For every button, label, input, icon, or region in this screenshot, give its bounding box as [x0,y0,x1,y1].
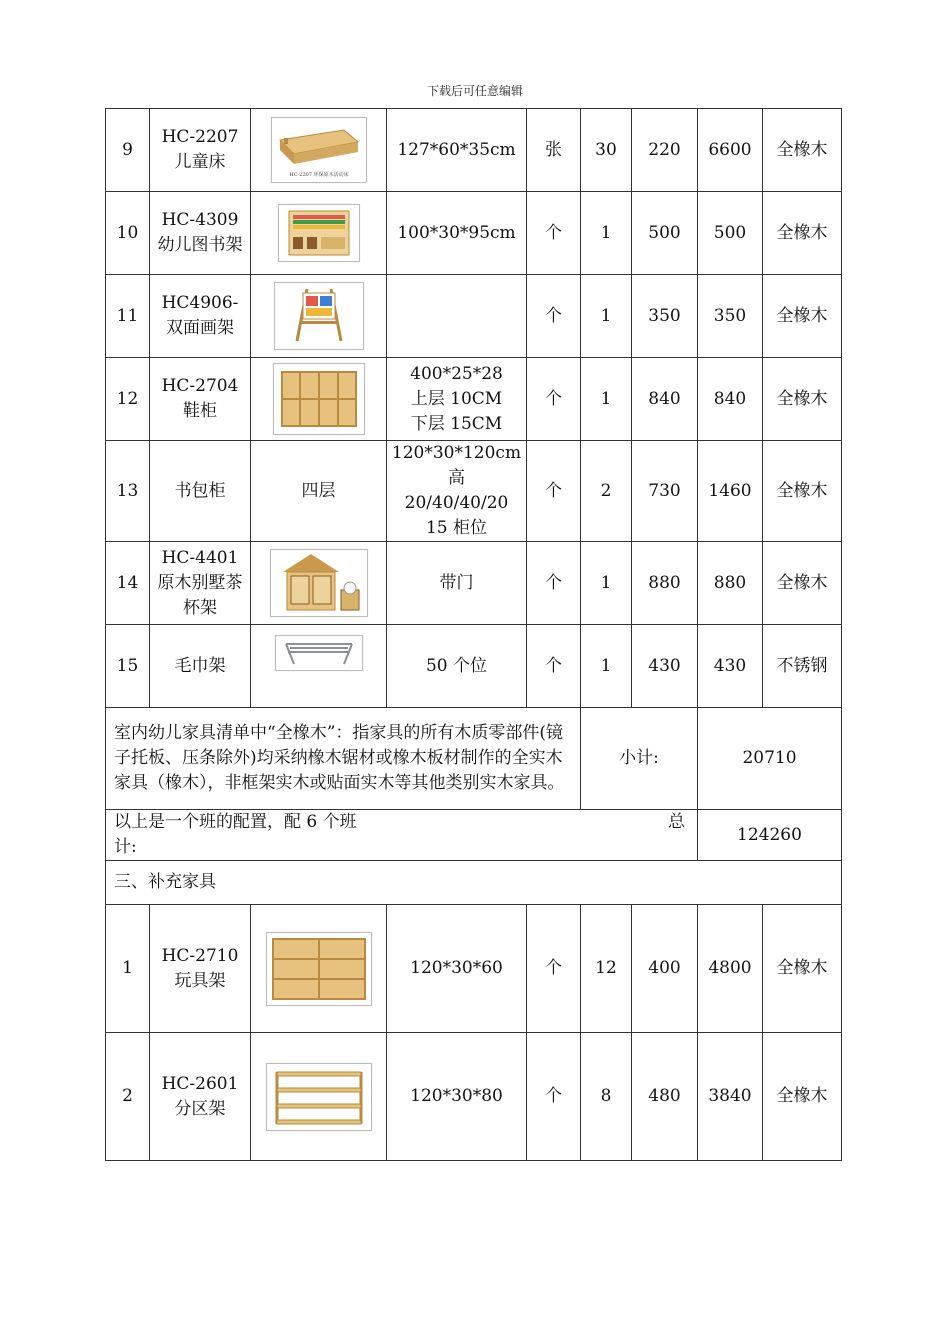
item-unit: 个 [527,441,581,542]
item-total: 840 [698,358,763,441]
toy-shelf-icon [266,932,372,1006]
image-caption: HC-2207 环保原木活动床 [288,172,349,178]
item-spec: 带门 [387,542,527,625]
item-number: 13 [106,441,150,542]
grand-total-text: 以上是一个班的配置，配 6 个班 总 计: [106,810,698,861]
item-total: 4800 [698,905,763,1033]
table-row [106,625,842,708]
item-total: 500 [698,192,763,275]
cup-rack-house-icon [270,549,368,617]
material-note: 室内幼儿家具清单中“全橡木”：指家具的所有木质零部件(镜子托板、压条除外)均采纳橡木锯材或橡木板材制作的全实木家具（橡木），非框架实木或贴面实木等其他类别实木家具。 [106,708,581,810]
item-spec: 120*30*80 [387,1033,527,1161]
item-spec: 120*30*120cm 高 20/40/40/20 15 柜位 [387,441,527,542]
item-quantity: 1 [581,625,632,708]
item-quantity: 8 [581,1033,632,1161]
item-quantity: 30 [581,109,632,192]
table-row [106,275,842,358]
item-image-text: 四层 [251,441,387,542]
item-image-cell [251,109,387,192]
easel-icon [274,282,364,350]
item-total: 1460 [698,441,763,542]
item-unit: 个 [527,192,581,275]
item-unit-price: 220 [632,109,698,192]
item-number: 12 [106,358,150,441]
item-number: 1 [106,905,150,1033]
item-image-cell [251,542,387,625]
item-spec [387,275,527,358]
item-model-name: HC-4309 幼儿图书架 [150,192,251,275]
table-row [106,905,842,1033]
item-name: 书包柜 [150,441,251,542]
grand-total-row [106,810,842,861]
item-quantity: 1 [581,542,632,625]
item-model-name: HC-4401 原木别墅茶杯架 [150,542,251,625]
item-quantity: 2 [581,441,632,542]
item-number: 11 [106,275,150,358]
item-unit-price: 880 [632,542,698,625]
item-material: 全橡木 [763,192,842,275]
kids-bed-icon [271,117,367,183]
item-material: 全橡木 [763,1033,842,1161]
item-material: 全橡木 [763,109,842,192]
item-unit: 张 [527,109,581,192]
item-spec: 50 个位 [387,625,527,708]
divider-shelf-icon [266,1063,372,1131]
item-model-name: HC-2601 分区架 [150,1033,251,1161]
item-material: 全橡木 [763,905,842,1033]
item-unit: 个 [527,275,581,358]
item-model-name: HC4906- 双面画架 [150,275,251,358]
item-unit: 个 [527,542,581,625]
page-header: 下载后可任意编辑 [426,84,523,98]
table-row [106,358,842,441]
item-number: 15 [106,625,150,708]
bookshelf-icon [278,204,360,262]
item-image-cell [251,905,387,1033]
item-model-name: HC-2207 儿童床 [150,109,251,192]
item-image-cell [251,275,387,358]
grand-total-value: 124260 [698,810,842,861]
item-image-cell [251,1033,387,1161]
item-unit-price: 500 [632,192,698,275]
item-quantity: 1 [581,192,632,275]
item-quantity: 1 [581,275,632,358]
table-row [106,542,842,625]
towel-rack-icon [275,635,363,671]
table-row [106,1033,842,1161]
item-spec: 400*25*28 上层 10CM 下层 15CM [387,358,527,441]
item-spec: 127*60*35cm [387,109,527,192]
item-model-name: HC-2704 鞋柜 [150,358,251,441]
item-image-cell [251,192,387,275]
item-number: 2 [106,1033,150,1161]
item-spec: 100*30*95cm [387,192,527,275]
item-material: 全橡木 [763,358,842,441]
item-total: 880 [698,542,763,625]
item-unit: 个 [527,1033,581,1161]
item-number: 9 [106,109,150,192]
item-model-name: HC-2710 玩具架 [150,905,251,1033]
item-total: 3840 [698,1033,763,1161]
item-total: 6600 [698,109,763,192]
item-unit: 个 [527,358,581,441]
item-image-cell [251,625,387,708]
item-number: 10 [106,192,150,275]
subtotal-label: 小计: [581,708,698,810]
section-row [106,861,842,905]
shoe-cabinet-icon [273,363,365,435]
subtotal-row [106,708,842,810]
item-material: 全橡木 [763,542,842,625]
item-number: 14 [106,542,150,625]
item-unit-price: 430 [632,625,698,708]
furniture-table [105,108,842,1161]
item-unit-price: 840 [632,358,698,441]
item-unit-price: 480 [632,1033,698,1161]
item-quantity: 12 [581,905,632,1033]
item-unit-price: 730 [632,441,698,542]
item-quantity: 1 [581,358,632,441]
table-row [106,441,842,542]
item-material: 全橡木 [763,275,842,358]
item-total: 430 [698,625,763,708]
item-unit: 个 [527,905,581,1033]
table-row [106,192,842,275]
section-title: 三、补充家具 [106,861,842,905]
table-row [106,109,842,192]
item-unit-price: 400 [632,905,698,1033]
subtotal-value: 20710 [698,708,842,810]
item-unit: 个 [527,625,581,708]
item-unit-price: 350 [632,275,698,358]
item-name: 毛巾架 [150,625,251,708]
item-spec: 120*30*60 [387,905,527,1033]
item-material: 不锈钢 [763,625,842,708]
item-image-cell [251,358,387,441]
item-material: 全橡木 [763,441,842,542]
item-total: 350 [698,275,763,358]
